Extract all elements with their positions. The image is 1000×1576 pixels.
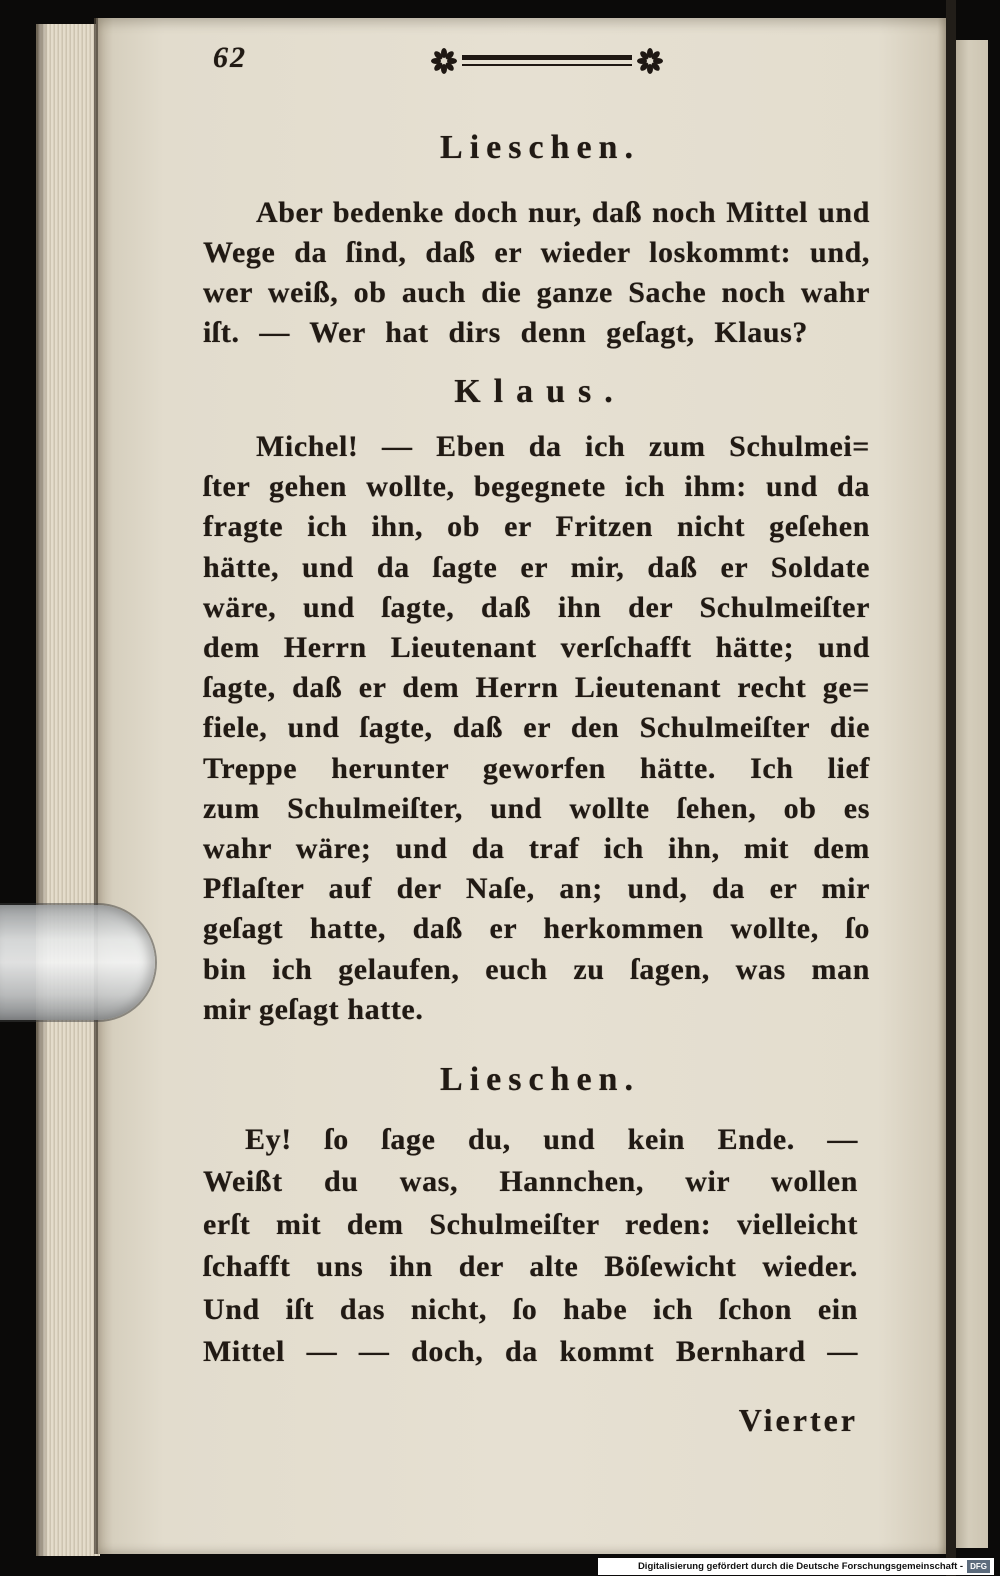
text-line: Und iſt das nicht, ſo habe ich ſchon ein <box>203 1292 858 1326</box>
catchword: Vierter <box>738 1402 858 1438</box>
text-line: wahr wäre; und da traf ich ihn, mit dem <box>203 832 870 866</box>
paragraph <box>203 1119 858 1373</box>
spine-crease <box>94 18 98 1554</box>
text-line: ſchafft uns ihn der alte Böſewicht wieder. <box>203 1250 858 1284</box>
text-line: bin ich gelaufen, euch zu ſagen, was man <box>203 952 870 986</box>
speaker-name: Klaus. <box>454 373 626 410</box>
double-rule <box>462 55 632 66</box>
digitization-footer <box>598 1558 994 1575</box>
flower-ornament-icon <box>428 47 460 80</box>
page-number: 62 <box>213 41 247 74</box>
text-line: wäre, und ſagte, daß ihn der Schulmeiſter <box>203 590 870 624</box>
text-line: ſter gehen wollte, begegnete ich ihm: und da <box>203 470 870 504</box>
text-line: hätte, und da ſagte er mir, daß er Soldate <box>203 550 870 584</box>
flower-ornament-icon <box>634 47 666 80</box>
text-line: Wege da ſind, daß er wieder loskommt: und, <box>203 236 870 269</box>
book-clamp <box>0 905 155 1020</box>
text-line: Michel! — Eben da ich zum Schulmei= <box>256 430 870 463</box>
text-line: Ey! ſo ſage du, und kein Ende. — <box>245 1123 858 1156</box>
text-line: Pflaſter auf der Naſe, an; und, da er mir <box>203 872 870 906</box>
header-ornament <box>428 47 666 75</box>
text-line: dem Herrn Lieutenant verſchafft hätte; und <box>203 631 870 665</box>
gutter-shadow <box>946 0 956 1576</box>
text-line: fragte ich ihn, ob er Fritzen nicht geſehen <box>203 510 870 544</box>
text-line: Aber bedenke doch nur, daß noch Mittel und <box>256 196 870 229</box>
text-line: mir geſagt hatte. <box>203 992 424 1026</box>
text-line: Weißt du was, Hannchen, wir wollen <box>203 1165 858 1199</box>
text-line: Mittel — — doch, da kommt Bernhard — <box>203 1335 858 1369</box>
book-page-edges <box>36 24 100 1556</box>
text-line: ſagte, daß er dem Herrn Lieutenant recht ge= <box>203 671 870 705</box>
text-line: fiele, und ſagte, daß er den Schulmeiſter die <box>203 711 870 745</box>
speaker-name: Lieschen. <box>440 129 640 166</box>
text-line: wer weiß, ob auch die ganze Sache noch wahr <box>203 276 870 309</box>
paragraph <box>203 427 870 1030</box>
dfg-logo: DFG <box>967 1560 990 1573</box>
text-line: iſt. — Wer hat dirs denn geſagt, Klaus? <box>203 316 808 349</box>
text-line: erſt mit dem Schulmeiſter reden: vielleicht <box>203 1207 858 1241</box>
facing-page-edge <box>956 40 988 1548</box>
paragraph <box>203 193 870 353</box>
footer-credit: Digitalisierung gefördert durch die Deutsche Forschungsgemeinschaft - <box>637 1561 964 1572</box>
text-line: Treppe herunter geworfen hätte. Ich lief <box>203 751 870 785</box>
text-line: geſagt hatte, daß er herkommen wollte, ſo <box>203 912 870 946</box>
text-line: zum Schulmeiſter, und wollte ſehen, ob es <box>203 791 870 825</box>
speaker-name: Lieschen. <box>440 1061 640 1098</box>
